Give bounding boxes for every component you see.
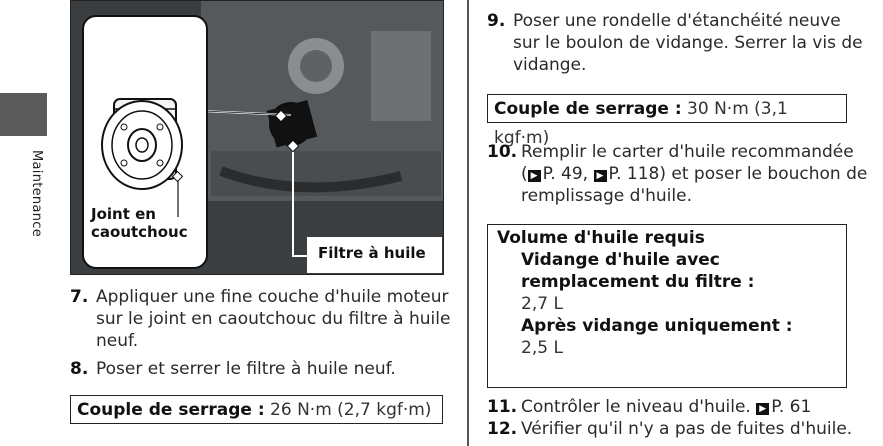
- step-11: 11. Contrôler le niveau d'huile. ▶ P. 61: [487, 397, 812, 417]
- label-rubber-seal: Joint en caoutchouc: [91, 205, 188, 241]
- oil-volume-case1-value: 2,7 L: [521, 294, 563, 314]
- oil-volume-box: [487, 224, 847, 388]
- step-12: 12. Vérifier qu'il n'y a pas de fuites d'huile.: [487, 419, 853, 439]
- page-ref-link-61[interactable]: P. 61: [771, 397, 812, 417]
- page-ref-icon: ▶: [594, 170, 607, 182]
- step-10: 10. Remplir le carter d'huile recommandée ( ▶ P. 49, ▶ P. 118) et poser le bouchon de remplissage d'huile.: [487, 142, 868, 206]
- oil-volume-case1-label: Vidange d'huile avec remplacement du filtre :: [521, 250, 755, 292]
- column-divider: [467, 0, 469, 446]
- torque-box-right: Couple de serrage : 30 N·m (3,1 kgf·m): [487, 94, 847, 123]
- page-ref-icon: ▶: [528, 170, 541, 182]
- oil-filter-illustration: [84, 17, 202, 217]
- torque-box-left: Couple de serrage : 26 N·m (2,7 kgf·m): [70, 395, 443, 424]
- step-8: 8. Poser et serrer le filtre à huile neuf.: [70, 359, 396, 379]
- label-oil-filter: Filtre à huile: [314, 244, 430, 262]
- section-label: Maintenance: [29, 150, 44, 238]
- step-9: 9. Poser une rondelle d'étanchéité neuve sur le boulon de vidange. Serrer la vis de vidange.: [487, 11, 863, 75]
- oil-filter-figure: [70, 0, 444, 275]
- step-7: 7. Appliquer une fine couche d'huile moteur sur le joint en caoutchouc du filtre à huile neuf.: [70, 287, 451, 351]
- oil-volume-case2-label: Après vidange uniquement :: [521, 316, 793, 336]
- oil-volume-heading: Volume d'huile requis: [497, 228, 705, 248]
- oil-volume-case2-value: 2,5 L: [521, 338, 563, 358]
- page-ref-icon: ▶: [756, 403, 769, 415]
- section-tab: [0, 93, 47, 136]
- page-ref-link-118[interactable]: P. 118): [608, 164, 666, 184]
- page-ref-link-49[interactable]: P. 49,: [542, 164, 589, 184]
